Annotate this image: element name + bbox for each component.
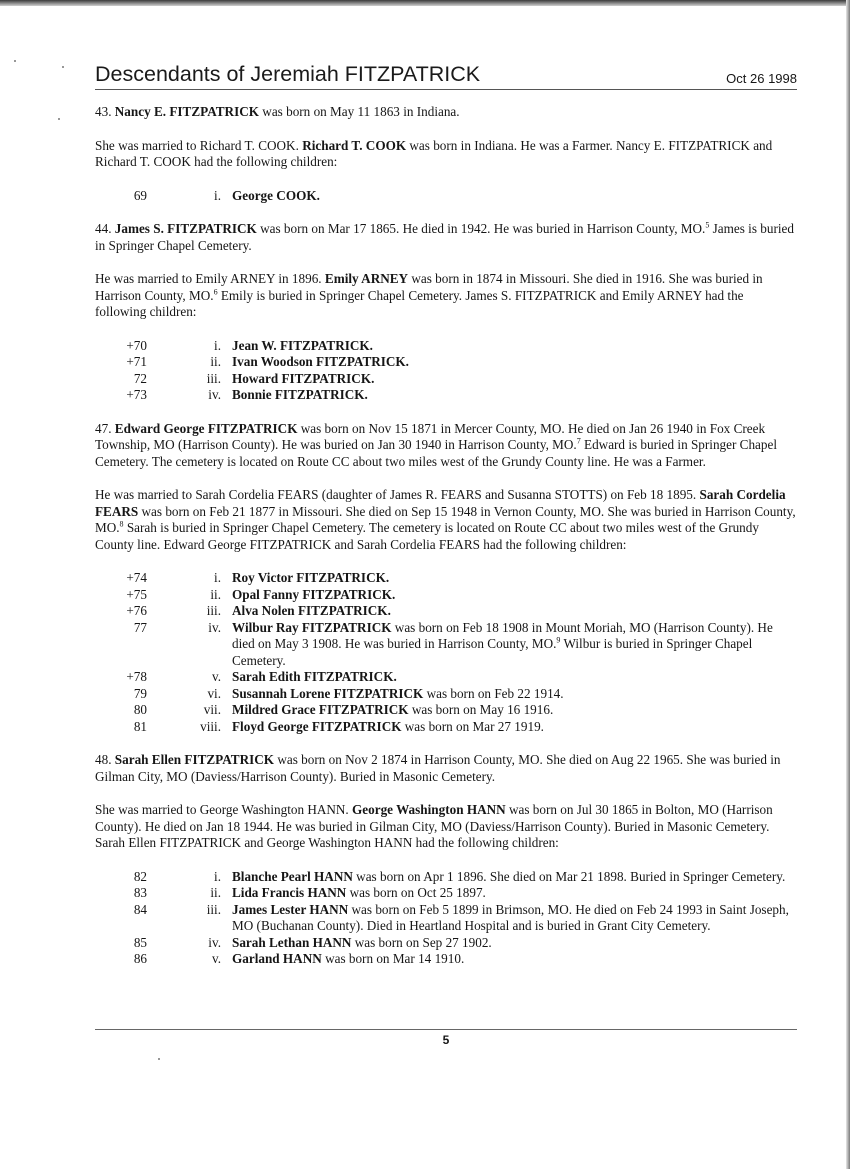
child-row: 80 vii. Mildred Grace FITZPATRICK was born on May 16 1916. [95, 702, 797, 719]
children-list [95, 869, 797, 968]
child-name: Blanche Pearl HANN [232, 868, 353, 884]
footnote-ref: 9 [556, 635, 561, 645]
child-ordinal: v. [211, 951, 221, 966]
page-footer [95, 1029, 797, 1047]
footnote-ref: 5 [705, 220, 710, 230]
child-ordinal: i. [214, 570, 221, 585]
child-name: Garland HANN [232, 951, 322, 966]
footnote-ref: 7 [576, 436, 581, 446]
child-name: James Lester HANN [232, 901, 349, 917]
page-header [95, 62, 797, 90]
child-number: +75 [126, 586, 147, 602]
child-ordinal: iii. [206, 901, 221, 917]
spouse-name: George Washington HANN [352, 802, 506, 817]
child-ordinal: iii. [206, 370, 221, 386]
child-number: 69 [133, 187, 147, 203]
child-name: Bonnie FITZPATRICK. [232, 387, 368, 402]
entry-48-marriage: She was married to George Washington HANN. George Washington HANN was born on Jul 30 1865 in Bolton, MO (Harrison County). He died on Jan 18 1944. He was buried in Gilman City, MO (Daviess/Harrison County). Buried in Masonic Cemetery. Sarah Ellen FITZPATRICK and George Washington HANN had the following children: [95, 802, 773, 850]
entry-47-marriage: He was married to Sarah Cordelia FEARS (daughter of James R. FEARS and Susanna STOTTS) on Feb 18 1895. Sarah Cordelia FEARS was born on Feb 21 1877 in Missouri. She died on Sep 15 1948 in Vernon County, MO. She was buried in Harrison County, MO.$^8$ Sarah is buried in Springer Chapel Cemetery. The cemetery is located on Route CC about two miles west of the Grundy County line. Edward George FITZPATRICK and Sarah Cordelia FEARS had the following children: [95, 487, 796, 552]
child-ordinal: viii. [200, 718, 221, 734]
child-number: +73 [126, 387, 147, 402]
child-row [95, 354, 797, 371]
spouse-name: Sarah Cordelia FEARS [95, 487, 786, 519]
spouse-name: Richard T. COOK [302, 137, 407, 153]
child-number: 80 [133, 702, 147, 717]
child-name: Sarah Lethan HANN [232, 934, 352, 950]
children-list [95, 570, 797, 735]
child-number: 86 [133, 951, 147, 966]
children-list [95, 188, 797, 205]
child-row: 85 iv. Sarah Lethan HANN was born on Sep 27 1902. [95, 935, 797, 952]
child-name: Opal Fanny FITZPATRICK. [232, 586, 396, 602]
child-name: Ivan Woodson FITZPATRICK. [232, 354, 409, 369]
scan-edge-top [0, 0, 850, 6]
spouse-name: Emily ARNEY [324, 271, 409, 286]
child-row: 83 ii. Lida Francis HANN was born on Oct 25 1897. [95, 885, 797, 902]
child-row: 84 iii. James Lester HANN was born on Feb 5 1899 in Brimson, MO. He died on Feb 24 1993 in Saint Joseph, MO (Buchanan County). Died in Heartland Hospital and is buried in Grant City Cemetery. [95, 902, 797, 935]
child-name: Lida Francis HANN [232, 885, 347, 900]
child-row: 81 viii. Floyd George FITZPATRICK was born on Mar 27 1919. [95, 719, 797, 736]
entry-43-marriage: She was married to Richard T. COOK. Richard T. COOK was born in Indiana. He was a Farmer. Nancy E. FITZPATRICK and Richard T. COOK had the following children: [95, 137, 773, 169]
child-name: Mildred Grace FITZPATRICK [232, 702, 409, 717]
children-list [95, 338, 797, 404]
person-name: Edward George FITZPATRICK [114, 420, 298, 436]
person-name: Sarah Ellen FITZPATRICK [114, 752, 275, 767]
person-name: Nancy E. FITZPATRICK [114, 104, 259, 119]
child-number: 85 [133, 934, 147, 950]
child-number: 72 [133, 370, 147, 386]
child-ordinal: ii. [210, 354, 221, 369]
child-name: Susannah Lorene FITZPATRICK [232, 685, 424, 701]
child-name: George COOK. [232, 187, 320, 203]
child-number: 83 [133, 885, 147, 900]
footnote-ref: 6 [213, 287, 218, 297]
child-name: Floyd George FITZPATRICK [232, 718, 402, 734]
child-number: +78 [126, 669, 147, 684]
child-name: Sarah Edith FITZPATRICK. [232, 669, 397, 684]
child-row: 79 vi. Susannah Lorene FITZPATRICK was born on Feb 22 1914. [95, 686, 797, 703]
scan-speck [58, 118, 60, 120]
child-row [95, 188, 797, 205]
child-row [95, 603, 797, 620]
child-name: Roy Victor FITZPATRICK. [232, 570, 390, 585]
child-number: 79 [133, 685, 147, 701]
child-number: +70 [126, 337, 147, 353]
scan-speck [158, 1058, 160, 1060]
child-ordinal: i. [214, 187, 221, 203]
child-number: +71 [126, 354, 147, 369]
child-row: 82 i. Blanche Pearl HANN was born on Apr 1 1896. She died on Mar 21 1898. Buried in Springer Cemetery. [95, 869, 797, 886]
child-ordinal: iv. [208, 387, 221, 402]
entry-44-paragraph: 44. James S. FITZPATRICK was born on Mar 17 1865. He died in 1942. He was buried in Harrison County, MO.$^5$ James is buried in Springer Chapel Cemetery. [95, 220, 794, 253]
child-ordinal: iv. [208, 934, 221, 950]
child-number: 81 [133, 718, 147, 734]
entry-43-paragraph: 43. Nancy E. FITZPATRICK was born on May 11 1863 in Indiana. [95, 104, 460, 119]
document-body [95, 104, 797, 985]
child-row: 86 v. Garland HANN was born on Mar 14 1910. [95, 951, 797, 968]
child-row [95, 570, 797, 587]
child-ordinal: ii. [210, 885, 221, 900]
child-number: 84 [133, 901, 147, 917]
entry-48-paragraph: 48. Sarah Ellen FITZPATRICK was born on Nov 2 1874 in Harrison County, MO. She died on Aug 22 1965. She was buried in Gilman City, MO (Daviess/Harrison County). Buried in Masonic Cemetery. [95, 752, 781, 784]
child-ordinal: i. [214, 868, 221, 884]
child-number: +76 [126, 603, 147, 618]
child-ordinal: iv. [208, 619, 221, 635]
document-title: Descendants of Jeremiah FITZPATRICK [95, 62, 481, 86]
document-date: Oct 26 1998 [726, 71, 797, 86]
entry-47-paragraph: 47. Edward George FITZPATRICK was born on Nov 15 1871 in Mercer County, MO. He died on Jan 26 1940 in Fox Creek Township, MO (Harrison County). He was buried on Jan 30 1940 in Harrison County, MO.$^7$ Edward is buried in Springer Chapel Cemetery. The cemetery is located on Route CC about two miles west of the Grundy County line. He was a Farmer. [95, 420, 778, 469]
child-name: Alva Nolen FITZPATRICK. [232, 603, 391, 618]
child-row: 77 iv. Wilbur Ray FITZPATRICK was born on Feb 18 1908 in Mount Moriah, MO (Harrison County). He died on May 3 1908. He was buried in Harrison County, MO.$^9$ Wilbur is buried in Springer Chapel Cemetery. [95, 620, 797, 670]
child-name: Wilbur Ray FITZPATRICK [232, 619, 392, 635]
child-row [95, 338, 797, 355]
scan-speck [62, 66, 64, 68]
child-row [95, 669, 797, 686]
child-number: +74 [126, 570, 147, 585]
child-number: 82 [133, 868, 147, 884]
child-ordinal: i. [214, 337, 221, 353]
child-row [95, 371, 797, 388]
child-name: Jean W. FITZPATRICK. [232, 337, 373, 353]
child-ordinal: vi. [207, 685, 221, 701]
child-number: 77 [133, 619, 147, 635]
entry-44-marriage: He was married to Emily ARNEY in 1896. Emily ARNEY was born in 1874 in Missouri. She died in 1916. She was buried in Harrison County, MO.$^6$ Emily is buried in Springer Chapel Cemetery. James S. FITZPATRICK and Emily ARNEY had the following children: [95, 271, 763, 319]
child-ordinal: vii. [203, 702, 221, 717]
child-ordinal: v. [211, 669, 221, 684]
child-name: Howard FITZPATRICK. [232, 370, 375, 386]
child-ordinal: ii. [210, 586, 221, 602]
page-number: 5 [442, 1033, 450, 1047]
scan-edge-right [846, 0, 850, 1169]
child-row [95, 587, 797, 604]
person-name: James S. FITZPATRICK [114, 221, 257, 236]
footnote-ref: 8 [119, 519, 124, 529]
child-row [95, 387, 797, 404]
child-ordinal: iii. [206, 603, 221, 618]
scan-speck [14, 60, 16, 62]
